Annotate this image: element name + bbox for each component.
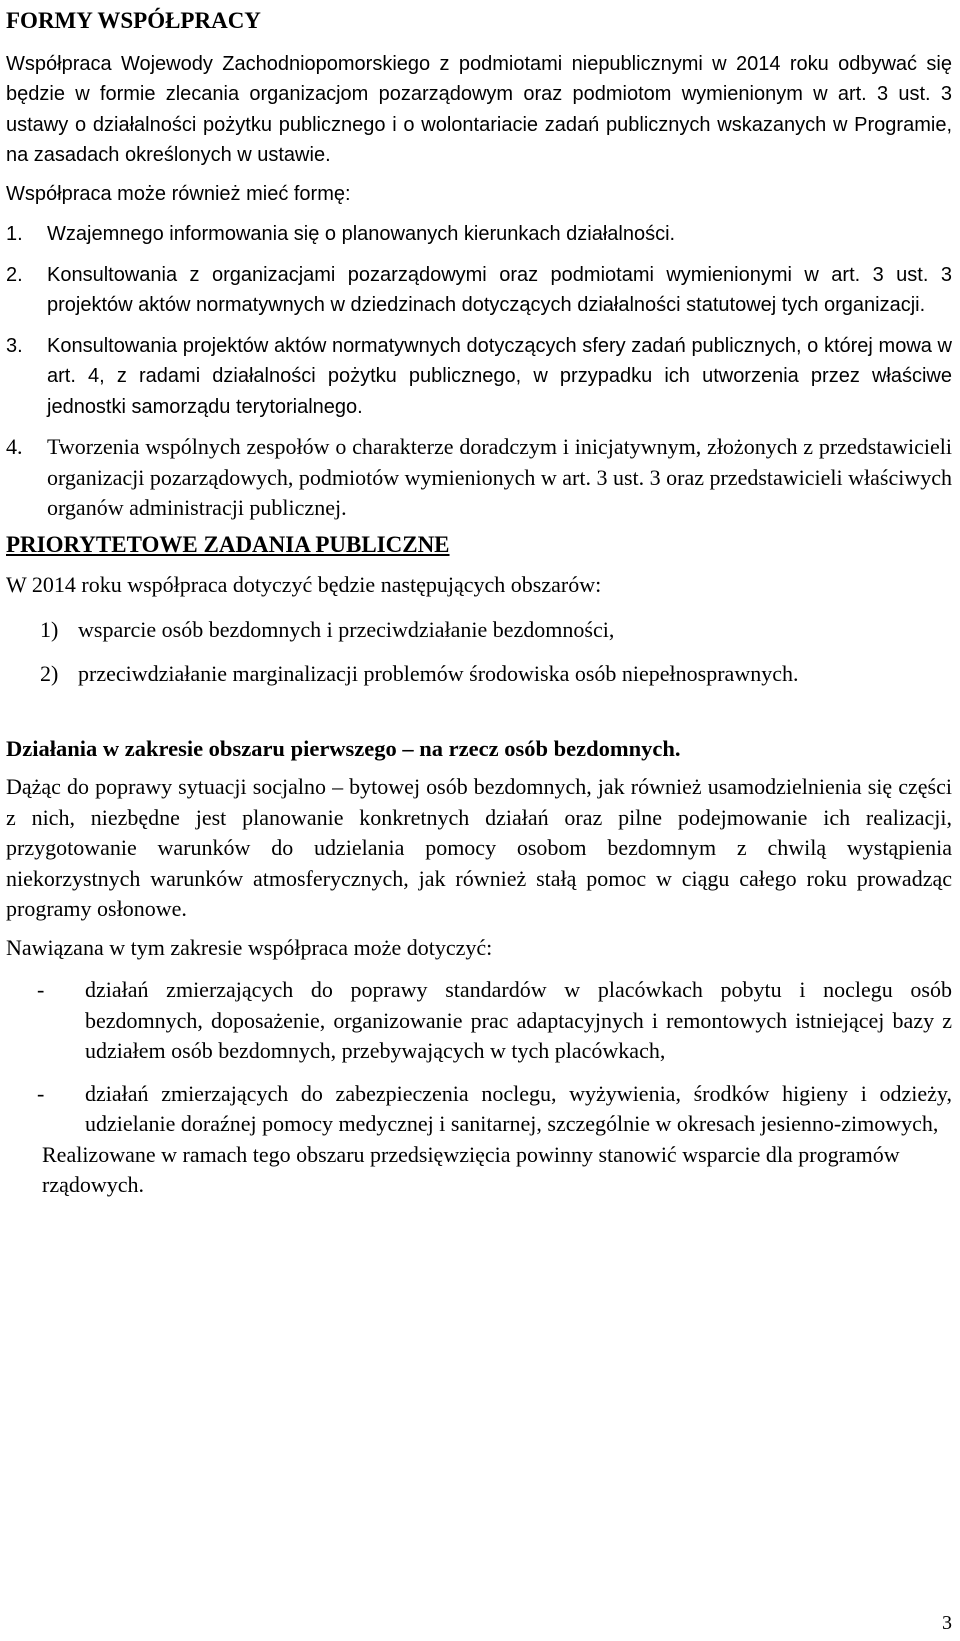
list-item [6, 432, 952, 524]
document-page [6, 0, 952, 1201]
area-one-paragraph: Dążąc do poprawy sytuacji socjalno – bytowej osób bezdomnych, jak również usamodzielnienia się części z nich, niezbędne jest planowanie konkretnych działań oraz pilne podejmowanie ich realizacji, przygotowanie warunków do udzielania pomocy osobom bezdomnym z chwilą wystąpienia niekorzystnych warunków atmosferycznych, jak również stałą pomoc w ciągu całego roku prowadząc programy osłonowe. [6, 774, 952, 921]
list-item-number: 2. [6, 263, 23, 286]
list-item [6, 659, 952, 690]
cooperation-intro: Nawiązana w tym zakresie współpraca może dotyczyć: [6, 934, 493, 960]
list-item-text: działań zmierzających do poprawy standardów w placówkach pobytu i noclegu osób bezdomnych, doposażenie, organizowanie prac adaptacyjnych i remontowych istniejącej bazy z udziałem osób bezdomnych, przebywających w tych placówkach, [85, 977, 952, 1063]
list-item-number: 1) [40, 616, 59, 642]
forms-list [6, 219, 952, 524]
page-number: 3 [942, 1612, 952, 1634]
list-item [6, 615, 952, 646]
list-item [6, 1079, 952, 1140]
list-item-text: Konsultowania z organizacjami pozarządowymi oraz podmiotami wymienionymi w art. 3 ust. 3 projektów aktów normatywnych w dziedzinach dotyczących działalności statutowej tych organizacji. [47, 263, 952, 316]
list-item [6, 975, 952, 1067]
list-item [6, 331, 952, 423]
intro-paragraph: Współpraca Wojewody Zachodniopomorskiego z podmiotami niepublicznymi w 2014 roku odbywać się będzie w formie zlecania organizacjom pozarządowym oraz podmiotom wymienionym w art. 3 ust. 3 ustawy o działalności pożytku publicznego i o wolontariacie zadań publicznych wskazanych w Programie, na zasadach określonych w ustawie. [6, 52, 952, 166]
section-title-priorities: PRIORYTETOWE ZADANIA PUBLICZNE [6, 531, 450, 557]
closing-paragraph: Realizowane w ramach tego obszaru przedsięwzięcia powinny stanowić wsparcie dla programów rządowych. [42, 1141, 900, 1197]
cooperation-list [6, 975, 952, 1140]
list-item-dash: - [37, 1080, 45, 1106]
priorities-list [6, 615, 952, 690]
spacer [6, 704, 952, 734]
section-title-forms: FORMY WSPÓŁPRACY [6, 8, 261, 33]
list-item-number: 4. [6, 434, 23, 459]
list-item [6, 260, 952, 321]
list-item-text: Wzajemnego informowania się o planowanych kierunkach działalności. [47, 223, 676, 245]
list-item-text: Tworzenia wspólnych zespołów o charakterze doradczym i inicjatywnym, złożonych z przedstawicieli organizacji pozarządowych, podmiotów wymienionych w art. 3 ust. 3 oraz przedstawicieli właściwych organów administracji publicznej. [47, 434, 952, 520]
list-item-dash: - [37, 977, 45, 1002]
list-item-number: 2) [40, 661, 59, 686]
section-title-area-one: Działania w zakresie obszaru pierwszego – na rzecz osób bezdomnych. [6, 735, 681, 761]
list-item [6, 219, 952, 250]
list-item-number: 1. [6, 223, 23, 245]
list-item-text: wsparcie osób bezdomnych i przeciwdziałanie bezdomności, [78, 616, 615, 642]
list-item-text: działań zmierzających do zabezpieczenia noclegu, wyżywienia, środków higieny i odzieży, udzielanie doraźnej pomocy medycznej i sanitarnej, szczególnie w okresach jesienno-zimowych, [85, 1080, 952, 1136]
forms-intro: Współpraca może również mieć formę: [6, 182, 351, 205]
list-item-number: 3. [6, 334, 23, 357]
priorities-intro: W 2014 roku współpraca dotyczyć będzie następujących obszarów: [6, 572, 602, 597]
list-item-text: przeciwdziałanie marginalizacji problemów środowiska osób niepełnosprawnych. [78, 661, 799, 686]
list-item-text: Konsultowania projektów aktów normatywnych dotyczących sfery zadań publicznych, o której mowa w art. 4, z radami działalności pożytku publicznego, w przypadku ich utworzenia przez właściwe jednostki samorządu terytorialnego. [47, 334, 952, 418]
